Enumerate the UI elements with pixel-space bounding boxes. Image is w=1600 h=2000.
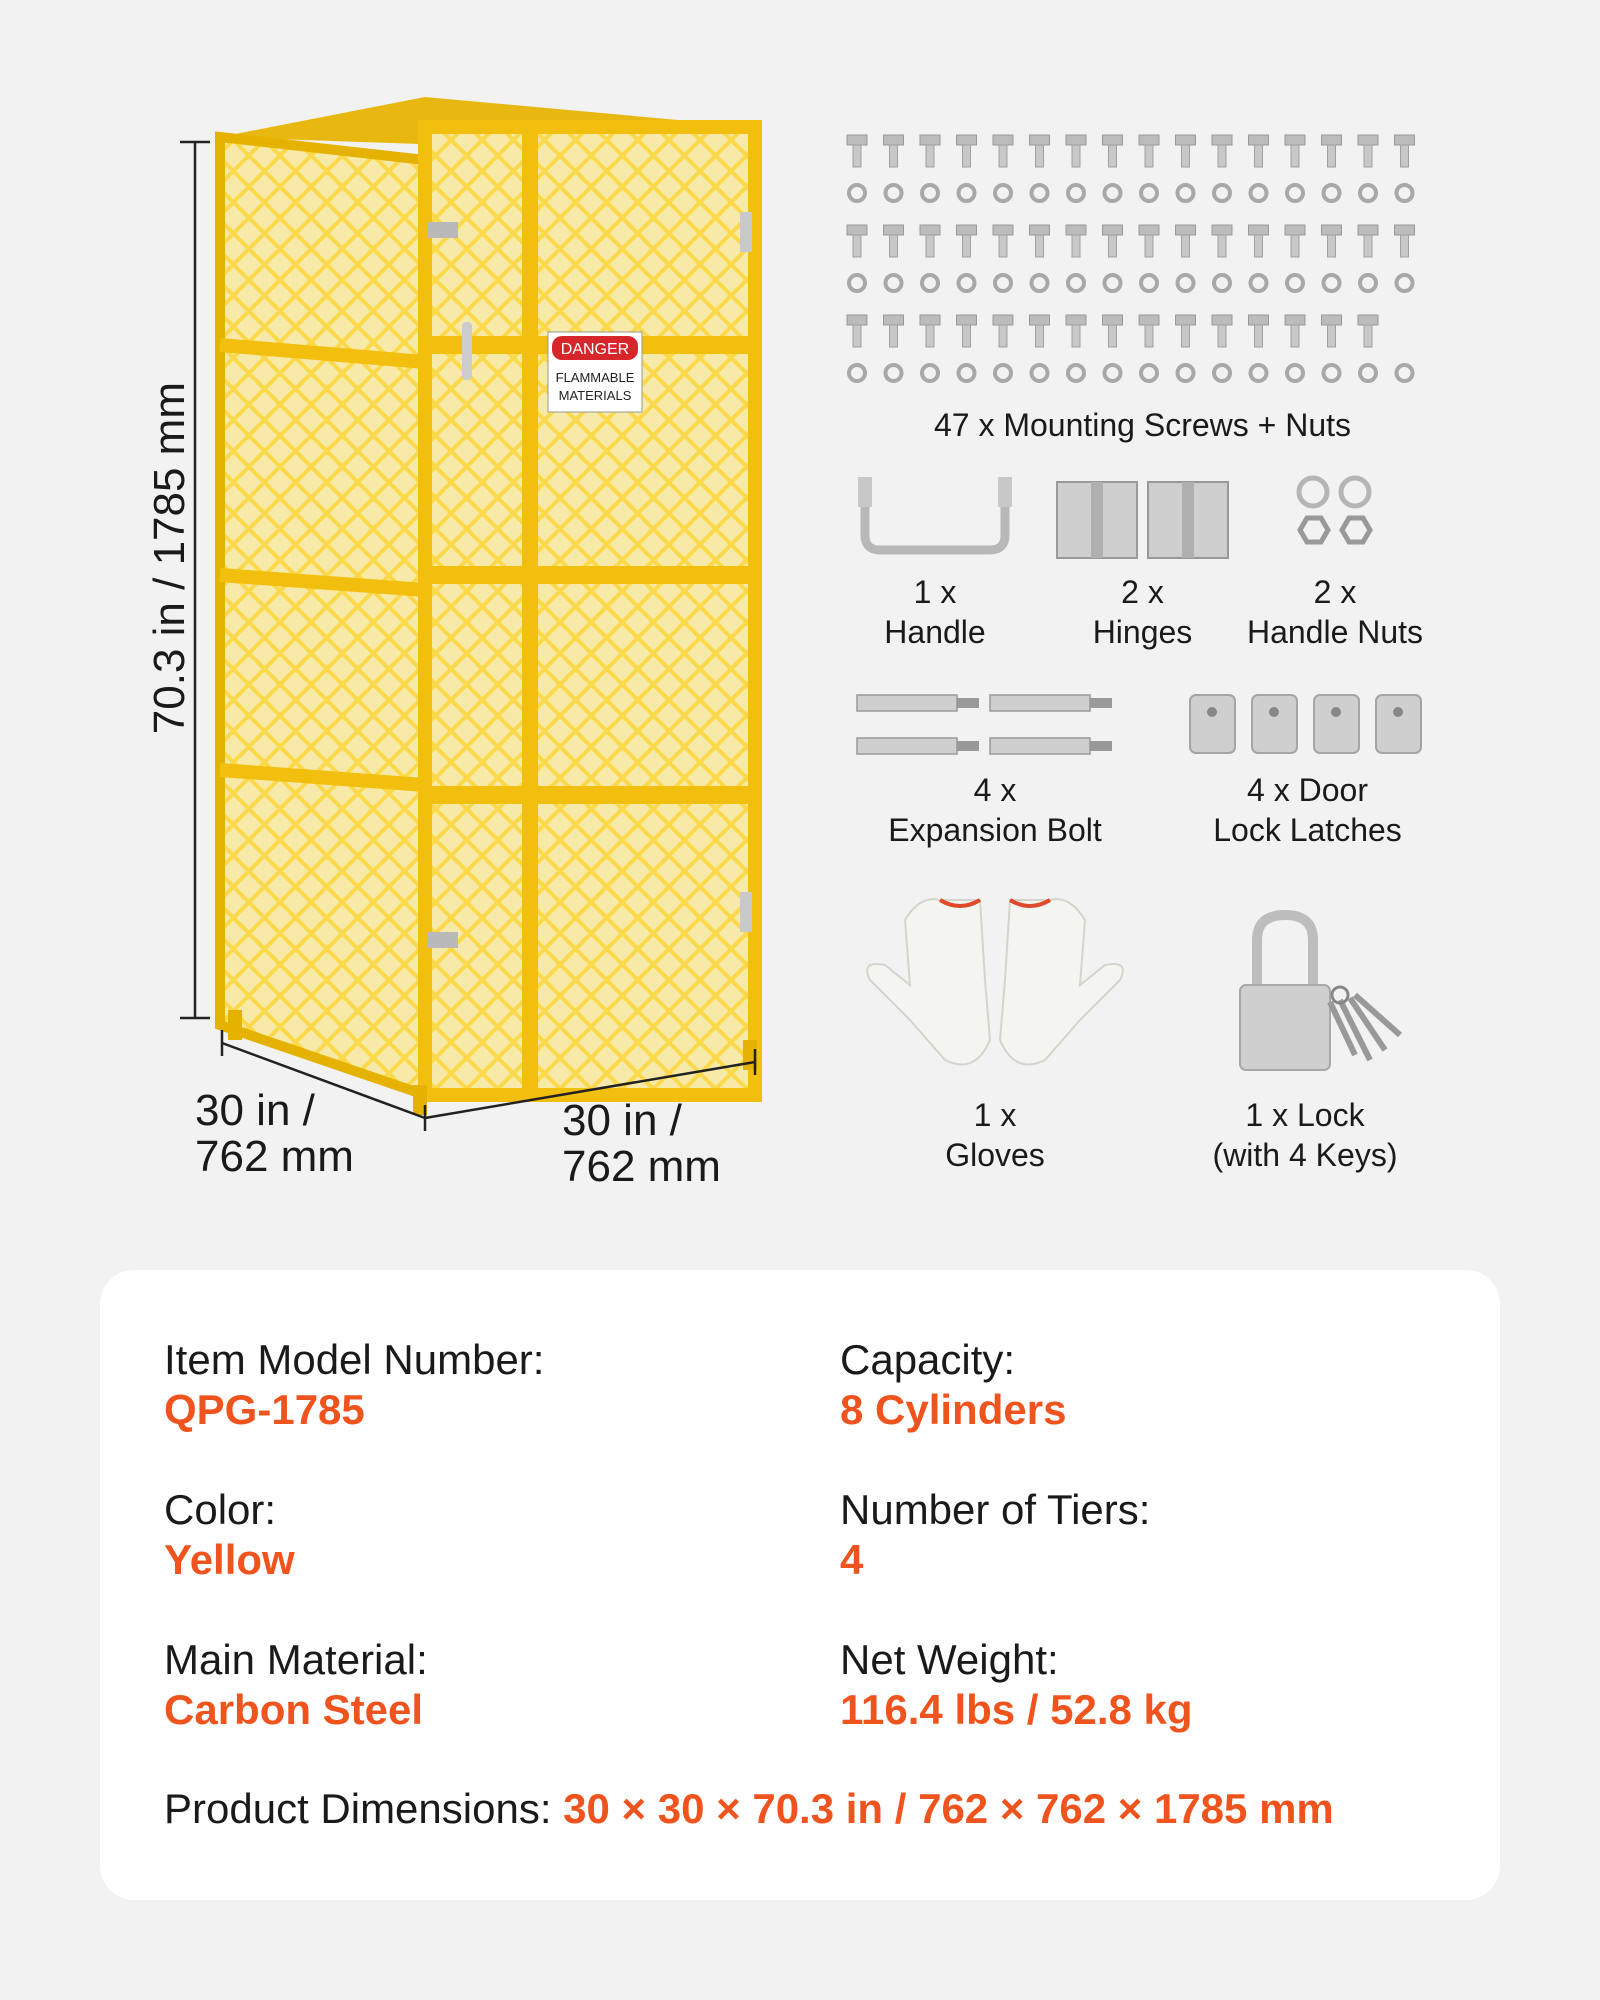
spec-capacity-value: 8 Cylinders: [840, 1386, 1067, 1434]
spec-weight: [840, 1635, 1193, 1736]
screw-icon: [1066, 225, 1086, 257]
screw-icon: [957, 315, 977, 347]
screw-icon: [957, 135, 977, 167]
width-line2: 762 mm: [562, 1142, 721, 1192]
nut-icon: [1360, 185, 1376, 201]
nut-icon: [1068, 365, 1084, 381]
screw-icon: [884, 315, 904, 347]
height-label: 70.3 in / 1785 mm: [144, 382, 194, 735]
handle-nuts-label: [1230, 572, 1440, 652]
nut-icon: [1068, 275, 1084, 291]
screw-icon: [1030, 225, 1050, 257]
nut-icon: [1360, 365, 1376, 381]
nut-icon: [1360, 275, 1376, 291]
nut-icon: [886, 185, 902, 201]
spec-material-label: Main Material:: [164, 1636, 428, 1683]
spec-color: [164, 1485, 295, 1586]
expansion-name: Expansion Bolt: [888, 812, 1102, 848]
screw-icon: [993, 135, 1013, 167]
nut-icon: [1032, 365, 1048, 381]
gloves-label: [895, 1095, 1095, 1175]
depth-line1: 30 in /: [195, 1086, 315, 1135]
screw-icon: [1176, 225, 1196, 257]
nut-icon: [1141, 275, 1157, 291]
nut-icon: [995, 185, 1011, 201]
height-label-wrap: [0, 382, 420, 735]
nut-icon: [1105, 275, 1121, 291]
handle-nuts-name: Handle Nuts: [1246, 614, 1424, 650]
screw-icon: [1103, 225, 1123, 257]
spec-model-value: QPG-1785: [164, 1386, 365, 1434]
latches-name: Lock Latches: [1213, 812, 1402, 848]
handle-qty: 1 x: [913, 574, 957, 610]
nut-icon: [1324, 185, 1340, 201]
nut-icon: [1141, 185, 1157, 201]
cabinet-door: [425, 127, 755, 1095]
spec-card: [100, 1270, 1500, 1900]
screw-icon: [920, 315, 940, 347]
sign-line1: FLAMMABLE: [555, 370, 635, 385]
nut-icon: [886, 275, 902, 291]
gloves-name: Gloves: [945, 1137, 1045, 1173]
screw-icon: [1358, 315, 1378, 347]
nut-icon: [1105, 185, 1121, 201]
screw-icon: [1322, 225, 1342, 257]
nut-icon: [849, 185, 865, 201]
latch-icon: [1376, 695, 1421, 753]
screw-icon: [1030, 135, 1050, 167]
spec-color-label: Color:: [164, 1486, 277, 1533]
screw-icon: [1066, 315, 1086, 347]
screw-icon: [847, 225, 867, 257]
hinges-label: [1045, 572, 1240, 652]
nut-icon: [1324, 365, 1340, 381]
spec-dimensions: [164, 1785, 1334, 1833]
nut-icon: [1178, 185, 1194, 201]
spec-tiers: [840, 1485, 1150, 1586]
hinges-icon: [1055, 480, 1230, 560]
screw-icon: [1212, 315, 1232, 347]
nut-icon: [1251, 365, 1267, 381]
handle-nuts-icon: [1295, 475, 1375, 555]
screw-icon: [1139, 225, 1159, 257]
screw-icon: [993, 225, 1013, 257]
nut-icon: [1105, 365, 1121, 381]
width-line1: 30 in /: [562, 1096, 682, 1145]
gloves-icon: [850, 890, 1140, 1080]
latch-icon: [1190, 695, 1235, 753]
nut-icon: [959, 275, 975, 291]
screw-icon: [1103, 315, 1123, 347]
screw-icon: [1212, 225, 1232, 257]
screws-label: 47 x Mounting Screws + Nuts: [933, 407, 1352, 443]
nut-icon: [959, 185, 975, 201]
screw-icon: [1358, 225, 1378, 257]
screw-icon: [920, 225, 940, 257]
nut-icon: [995, 275, 1011, 291]
screw-icon: [1212, 135, 1232, 167]
screw-icon: [1139, 135, 1159, 167]
screw-icon: [1285, 135, 1305, 167]
nut-icon: [1214, 275, 1230, 291]
nut-icon: [1251, 275, 1267, 291]
spec-color-value: Yellow: [164, 1536, 295, 1584]
screw-icon: [1395, 135, 1415, 167]
depth-label: [195, 1088, 354, 1180]
spec-model-label: Item Model Number:: [164, 1336, 545, 1383]
latches-label: [1185, 770, 1430, 850]
lock-qty: 1 x Lock: [1245, 1097, 1365, 1133]
gloves-qty: 1 x: [973, 1097, 1017, 1133]
spec-weight-label: Net Weight:: [840, 1636, 1059, 1683]
width-label: [562, 1098, 721, 1190]
expansion-qty: 4 x: [973, 772, 1017, 808]
screw-icon: [1176, 135, 1196, 167]
nut-icon: [1178, 275, 1194, 291]
sign-line2: MATERIALS: [558, 388, 632, 403]
cabinet-illustration: [130, 80, 790, 1220]
screw-icon: [1358, 135, 1378, 167]
hinges-qty: 2 x: [1121, 574, 1164, 610]
screw-icon: [847, 135, 867, 167]
nut-icon: [1251, 185, 1267, 201]
expansion-bolt-label: [855, 770, 1135, 850]
nut-icon: [886, 365, 902, 381]
nut-icon: [1141, 365, 1157, 381]
screw-icon: [1066, 135, 1086, 167]
door-lock-latches-icon: [1185, 692, 1430, 757]
nut-icon: [849, 365, 865, 381]
screw-icon: [1249, 135, 1269, 167]
latch-icon: [1314, 695, 1359, 753]
nut-icon: [849, 275, 865, 291]
spec-material: [164, 1635, 428, 1736]
latch-icon: [1252, 695, 1297, 753]
screw-icon: [1285, 315, 1305, 347]
nut-icon: [1324, 275, 1340, 291]
handle-icon: [850, 475, 1020, 560]
lock-label: [1185, 1095, 1425, 1175]
spec-capacity: [840, 1335, 1066, 1436]
cabinet-side-panel: [220, 137, 425, 1095]
nut-icon: [922, 275, 938, 291]
screw-icon: [847, 315, 867, 347]
nut-icon: [995, 365, 1011, 381]
nut-icon: [1397, 365, 1413, 381]
nut-icon: [1214, 185, 1230, 201]
nut-icon: [922, 185, 938, 201]
nut-icon: [1287, 275, 1303, 291]
spec-material-value: Carbon Steel: [164, 1686, 424, 1734]
nut-icon: [1032, 275, 1048, 291]
nut-icon: [1287, 185, 1303, 201]
nut-icon: [1178, 365, 1194, 381]
expansion-bolt-icon: [855, 690, 1115, 760]
screw-icon: [957, 225, 977, 257]
screw-icon: [1249, 315, 1269, 347]
screw-icon: [1249, 225, 1269, 257]
screw-icon: [1103, 135, 1123, 167]
sign-danger: DANGER: [560, 341, 630, 358]
nut-icon: [922, 365, 938, 381]
nut-icon: [1032, 185, 1048, 201]
handle-name: Handle: [884, 614, 986, 650]
screw-icon: [884, 225, 904, 257]
spec-dimensions-value: 30 × 30 × 70.3 in / 762 × 762 × 1785 mm: [563, 1785, 1334, 1832]
screw-icon: [1395, 225, 1415, 257]
nut-icon: [1397, 185, 1413, 201]
screw-icon: [1322, 315, 1342, 347]
screw-icon: [1322, 135, 1342, 167]
nut-icon: [1397, 275, 1413, 291]
lock-name: (with 4 Keys): [1212, 1137, 1398, 1173]
spec-tiers-label: Number of Tiers:: [840, 1486, 1151, 1533]
screws-nuts-grid: [845, 130, 1440, 395]
padlock-icon: [1235, 910, 1415, 1075]
nut-icon: [1287, 365, 1303, 381]
depth-line2: 762 mm: [195, 1132, 354, 1182]
hinges-name: Hinges: [1092, 614, 1193, 650]
screw-icon: [1285, 225, 1305, 257]
handle-label: [845, 572, 1025, 652]
screw-icon: [1176, 315, 1196, 347]
screw-icon: [884, 135, 904, 167]
screw-icon: [1139, 315, 1159, 347]
screw-icon: [920, 135, 940, 167]
nut-icon: [1214, 365, 1230, 381]
spec-dimensions-label: Product Dimensions:: [164, 1785, 564, 1832]
spec-capacity-label: Capacity:: [840, 1336, 1016, 1383]
spec-model: [164, 1335, 544, 1436]
latches-qty: 4 x Door: [1247, 772, 1368, 808]
screw-icon: [1030, 315, 1050, 347]
spec-tiers-value: 4: [840, 1536, 864, 1584]
nut-icon: [1068, 185, 1084, 201]
nut-icon: [959, 365, 975, 381]
spec-weight-value: 116.4 lbs / 52.8 kg: [840, 1686, 1193, 1734]
handle-nuts-qty: 2 x: [1313, 574, 1357, 610]
screw-icon: [993, 315, 1013, 347]
